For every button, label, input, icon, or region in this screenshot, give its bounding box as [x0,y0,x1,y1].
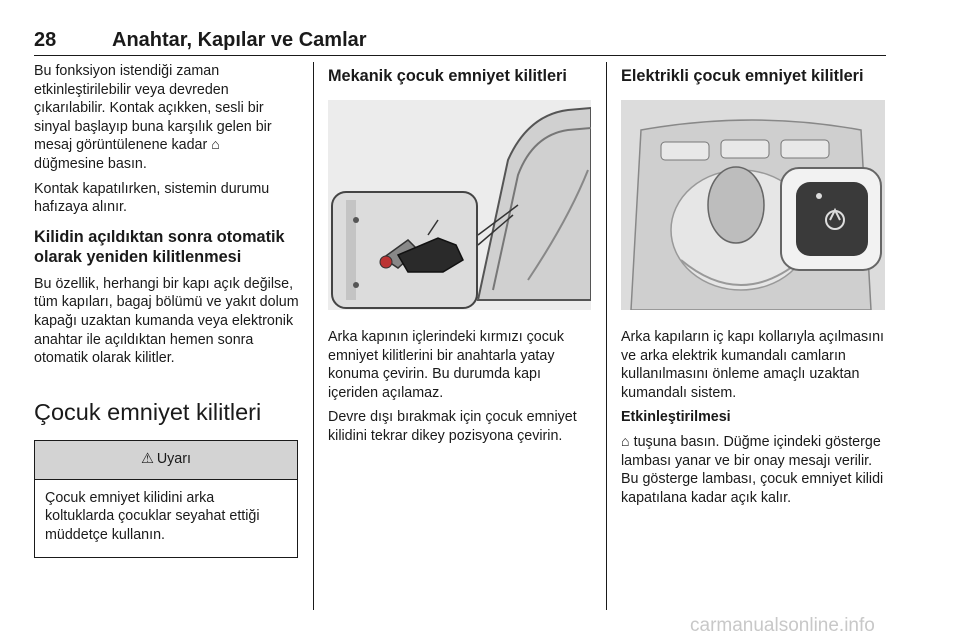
column-2 [328,62,593,452]
paragraph-electric-1: Arka kapıların iç kapı kollarıyla açılmasını ve arka elektrik kumandalı camların kullanılmasını önleme amaçlı uzaktan kumandalı sistem. [621,329,885,401]
paragraph-memory: Kontak kapatılırken, sistemin durumu hafızaya alınır. [34,180,270,216]
paragraph-mechanical-1: Arka kapının içlerindeki kırmızı çocuk emniyet kilitlerini bir anahtarla yatay konuma çevirin. Bu durumda kapı içeriden açılamaz. [328,329,564,401]
column-divider-2 [606,62,607,610]
heading-auto-relock: Kilidin açıldıktan sonra otomatik olarak yeniden kilitlenmesi [34,227,285,266]
child-lock-button-icon: ⌂ [621,433,630,450]
page-header [34,29,886,53]
paragraph-function-text: Bu fonksiyon istendiği zaman etkinleştirilebilir veya devreden çıkarılabilir. Kontak açıkken, sesli bir sinyal başlayıp buna karşılık gelen bir mesaj görüntülenene kadar [34,63,272,154]
column-1 [34,62,302,558]
warning-box [34,440,298,558]
warning-icon: ⚠ [141,451,154,468]
paragraph-mechanical-2: Devre dışı bırakmak için çocuk emniyet kilidini tekrar dikey pozisyona çevirin. [328,409,577,444]
column-3 [621,62,887,513]
paragraph-electric-2 [621,433,887,507]
chapter-title: Anahtar, Kapılar ve Camlar [112,29,367,51]
warning-title: Uyarı [156,451,191,468]
paragraph-function [34,62,302,174]
lock-button-icon: ⌂ [211,137,220,154]
heading-child-locks: Çocuk emniyet kilitleri [34,398,262,425]
page-number: 28 [34,29,57,51]
heading-electric-lock: Elektrikli çocuk emniyet kilitleri [621,67,864,85]
warning-header [35,441,297,480]
heading-mechanical-lock: Mekanik çocuk emniyet kilitleri [328,67,567,85]
subheading-activation: Etkinleştirilmesi [621,409,731,426]
paragraph-auto-relock: Bu özellik, herhangi bir kapı açık değilse, tüm kapıları, bagaj bölümü ve yakıt dolum kapağı uzaktan kumanda veya elektronik anahtar ile açıldıktan hemen sonra otomatik olarak kilitler. [34,275,299,367]
door-lock-illustration [328,100,591,310]
console-button-illustration [621,100,885,310]
column-divider-1 [313,62,314,610]
watermark: carmanualsonline.info [690,615,875,636]
paragraph-function-tail: düğmesine basın. [34,155,147,172]
warning-text: Çocuk emniyet kilidini arka koltuklarda çocuklar seyahat ettiği müddetçe kullanın. [45,489,260,543]
header-rule [34,55,886,56]
paragraph-electric-2-text: tuşuna basın. Düğme içindeki gösterge lambası yanar ve bir onay mesajı verilir. Bu gösterge lambası, çocuk emniyet kilidi kapatılana kadar açık kalır. [621,433,884,506]
